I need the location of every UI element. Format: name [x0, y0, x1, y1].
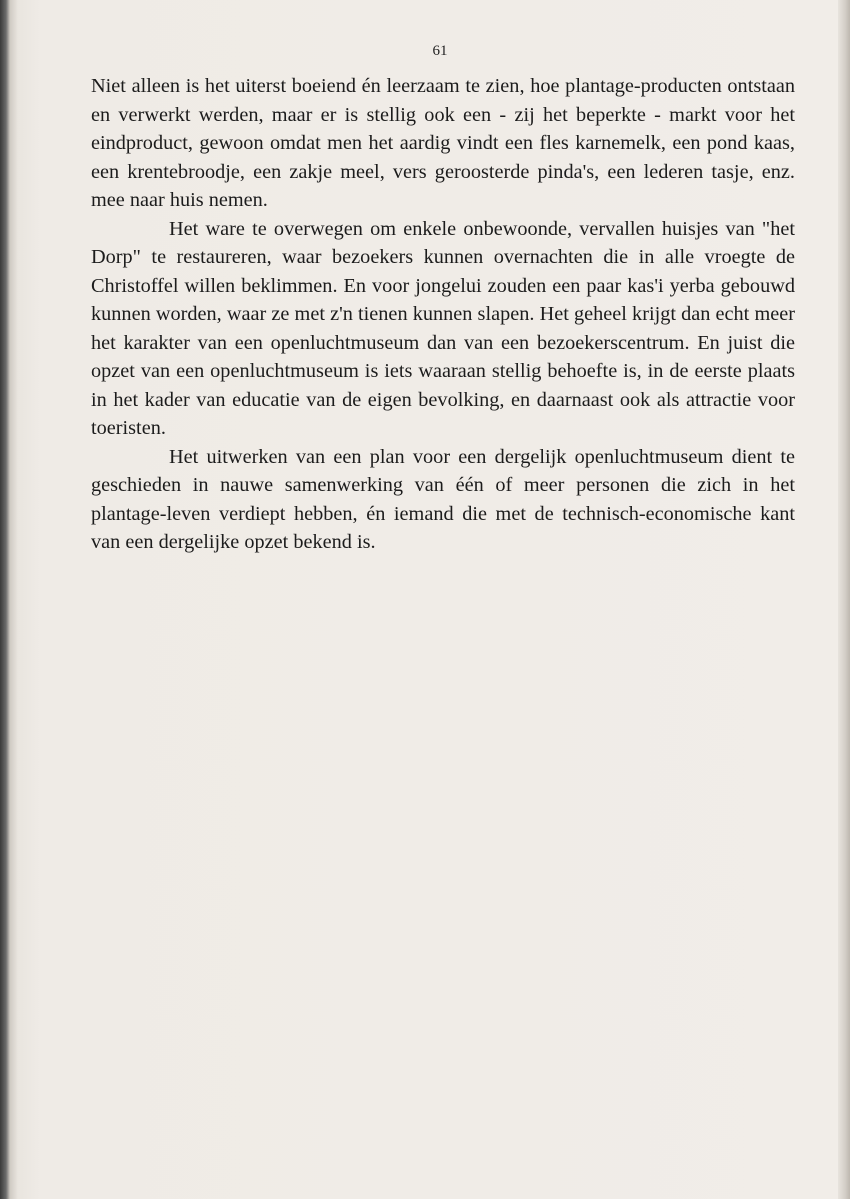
paragraph-3: Het uitwerken van een plan voor een dergelijk openluchtmuseum dient te geschieden in nauwe samenwerking van één of meer personen die zich in het plantage-leven verdiept hebben, én iemand die met de technisch-economische kant van een dergelijke opzet bekend is.: [91, 445, 795, 553]
bleed-through: [91, 630, 795, 804]
page-edge-shadow: [838, 0, 850, 1199]
paragraph-2: Het ware te overwegen om enkele onbewoonde, vervallen huisjes van "het Dorp" te restaureren, waar bezoekers kunnen overnachten die in alle vroegte de Christoffel willen beklimmen. En voor jongelui zouden een paar kas'i yerba gebouwd kunnen worden, waar ze met z'n tienen kunnen slapen. Het geheel krijgt dan echt meer het karakter van een openluchtmuseum dan van een bezoekerscentrum. En juist die opzet van een openluchtmuseum is iets waaraan stellig behoefte is, in de eerste plaats in het kader van educatie van de eigen bevolking, en daarnaast ook als attractie voor toeristen.: [91, 217, 795, 439]
paragraph-1: Niet alleen is het uiterst boeiend én leerzaam te zien, hoe plantage-producten ontstaan en verwerkt werden, maar er is stellig ook een - zij het beperkte - markt voor het eindproduct, gewoon omdat men het aardig vindt een fles karnemelk, een pond kaas, een krentebroodje, een zakje meel, vers geroosterde pinda's, een lederen tasje, enz. mee naar huis nemen.: [91, 75, 795, 211]
body-text: [91, 72, 795, 557]
page-number: 61: [432, 43, 448, 59]
